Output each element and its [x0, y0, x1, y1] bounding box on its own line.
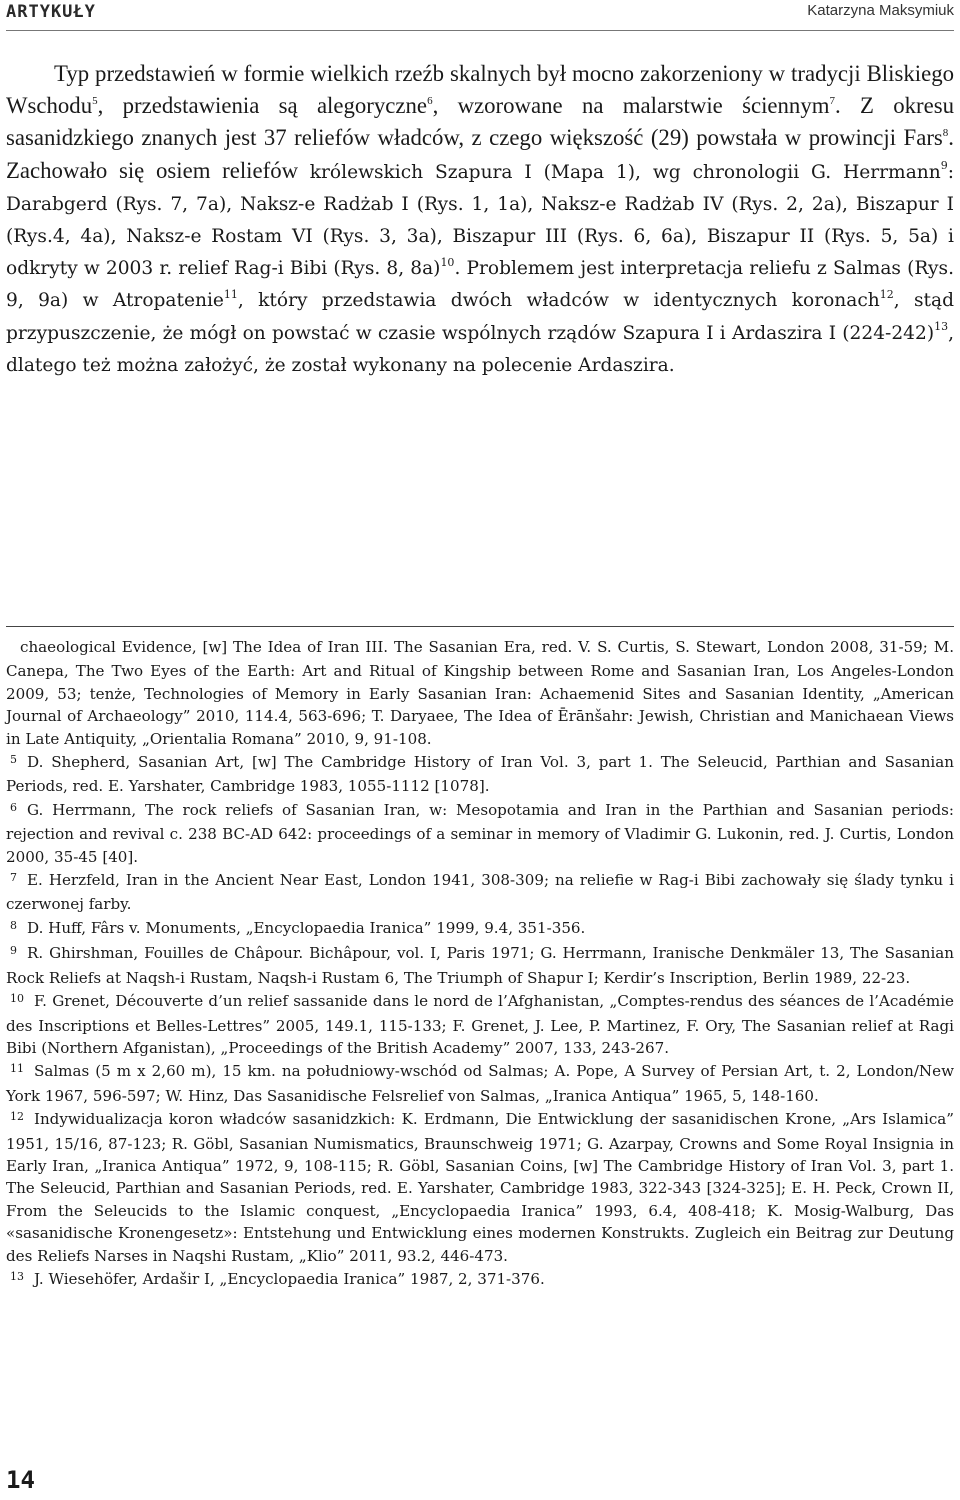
footnote	[6, 1268, 954, 1292]
footnote-ref: 5	[92, 94, 98, 107]
footnote-text: chaeological Evidence, [w] The Idea of Iran III. The Sasanian Era, red. V. S. Curtis, S. Stewart, London 2008, 31-59; M. Canepa, The Two Eyes of the Earth: Art and Ritual of Kingship between Rome and Sasanian Iran, Los Angeles-London 2009, 53; tenże, Technologies of Memory in Early Sasanian Iran: Achaemenid Sites and Sasanian Identity, „American Journal of Archaeology” 2010, 114.4, 563-696; T. Daryaee, The Idea of Ērānšahr: Jewish, Christian and Manichaean Views in Late Antiquity, „Orientalia Romana” 2010, 9, 91-108.	[6, 638, 954, 748]
footnote	[6, 751, 954, 798]
footnote-ref: 9	[940, 159, 948, 173]
text-run: . Zachowało się osiem reliefów	[6, 125, 954, 183]
text-run: , stąd przypuszczenie, że mógł on powstać w czasie wspólnych rządów Szapura I i Ardaszira I (224-242)	[6, 290, 954, 344]
footnote	[6, 869, 954, 916]
footnote-rule	[6, 626, 954, 627]
footnote-text: Indywidualizacja koron władców sasanidzkich: K. Erdmann, Die Entwicklung der sasanidischen Krone, „Ars Islamica” 1951, 15/16, 87-123; R. Göbl, Sasanian Numismatics, Braunschweig 1971; G. Azarpay, Crowns and Some Royal Insignia in Early Iran, „Iranica Antiqua” 1972, 9, 108-115; R. Göbl, Sasanian Coins, [w] The Cambridge History of Iran Vol. 3, part 1. The Seleucid, Parthian and Sasanian Periods, red. E. Yarshater, Cambridge 1983, 322-343 [324-325]; E. H. Peck, Crown II, From the Seleucids to the Islamic conquest, „Encyclopaedia Iranica” 1993, 6.4, 408-418; K. Mosig-Walburg, Das «sasanidische Kronengesetz»: Entstehung und Entwicklung eines modernen Konstrukts. Zugleich ein Beitrag zur Deutung des Reliefs Narses in Naqshi Rustam, „Klio” 2011, 93.2, 446-473.	[6, 1110, 954, 1265]
body-text-segment	[6, 159, 954, 376]
footnote-number: 9	[10, 944, 17, 958]
footnote-text: E. Herzfeld, Iran in the Ancient Near East, London 1941, 308-309; na reliefie w Rag-i Bibi zachowały się ślady tynku i czerwonej farby.	[6, 871, 954, 914]
page-number: 14	[6, 1466, 35, 1494]
text-run: : Darabgerd (Rys. 7, 7a), Naksz-e Radżab I (Rys. 1, 1a), Naksz-e Radżab IV (Rys. 2, 2a), Biszapur I (Rys.4, 4a), Naksz-e Rostam VI (Rys. 3, 3a), Biszapur III (Rys. 6, 6a), Biszapur II (Rys. 5, 5a) i odkryty w 2003 r. relief Rag-i Bibi (Rys. 8, 8a)	[6, 161, 954, 280]
text-run: . Z okresu sasanidzkiego znanych jest 37 reliefów władców, z czego większość (29) powstała w prowincji Fars	[6, 93, 954, 151]
running-head-author: Katarzyna Maksymiuk	[807, 2, 954, 19]
footnote-number: 7	[10, 871, 17, 885]
text-run: , dlatego też można założyć, że został wykonany na polecenie Ardaszira.	[6, 322, 954, 376]
footnote-text: D. Shepherd, Sasanian Art, [w] The Cambridge History of Iran Vol. 3, part 1. The Seleucid, Parthian and Sasanian Periods, red. E. Yarshater, Cambridge 1983, 1055-1112 [1078].	[6, 753, 954, 796]
footnote	[6, 799, 954, 868]
footnote-number: 12	[10, 1110, 24, 1124]
text-run: , który przedstawia dwóch władców w identycznych koronach	[237, 290, 880, 312]
footnote-ref: 11	[223, 288, 238, 302]
body-paragraph	[6, 58, 954, 381]
footnote-number: 6	[10, 800, 17, 814]
section-label: ARTYKUŁY	[6, 2, 96, 22]
footnote-ref: 8	[942, 126, 949, 139]
text-run: , przedstawienia są alegoryczne	[97, 93, 428, 119]
footnote-number: 13	[10, 1269, 24, 1283]
footnote-text: R. Ghirshman, Fouilles de Châpour. Bichâpour, vol. I, Paris 1971; G. Herrmann, Iranische Denkmäler 13, The Sasanian Rock Reliefs at Naqsh-i Rustam, Naqsh-i Rustam 6, The Triumph of Shapur I; Kerdir’s Inscription, Berlin 1989, 22-23.	[6, 944, 954, 987]
footnote	[6, 917, 954, 941]
footnote-ref: 10	[440, 256, 455, 270]
footnote-ref: 7	[829, 94, 835, 107]
header-rule	[6, 30, 954, 31]
footnotes	[6, 636, 954, 1293]
footnote-text: J. Wiesehöfer, Ardašir I, „Encyclopaedia Iranica” 1987, 2, 371-376.	[34, 1269, 545, 1288]
text-run: królewskich Szapura I (Mapa 1), wg chronologii G. Herrmann	[309, 161, 941, 183]
footnote-text: G. Herrmann, The rock reliefs of Sasanian Iran, w: Mesopotamia and Iran in the Parthian and Sasanian periods: rejection and revival c. 238 BC-AD 642: proceedings of a seminar in memory of Vladimir G. Lukonin, red. J. Curtis, London 2000, 35-45 [40].	[6, 800, 954, 866]
footnote-text: F. Grenet, Découverte d’un relief sassanide dans le nord de l’Afghanistan, „Comptes-rendus des séances de l’Académie des Inscriptions et Belles-Lettres” 2005, 149.1, 115-133; F. Grenet, J. Lee, P. Martinez, F. Ory, The Sasanian relief at Ragi Bibi (Northern Afganistan), „Proceedings of the British Academy” 2007, 133, 243-267.	[6, 992, 954, 1057]
footnote	[6, 1060, 954, 1107]
footnote-number: 11	[10, 1062, 24, 1076]
text-run: , wzorowane na malarstwie ściennym	[432, 93, 830, 119]
footnote-ref: 13	[934, 320, 949, 334]
footnote-number: 10	[10, 992, 24, 1006]
footnote-number: 5	[10, 753, 17, 767]
text-run: Typ przedstawień w formie wielkich rzeźb skalnych był mocno zakorzeniony w tradycji Bliskiego Wschodu	[6, 61, 954, 119]
footnote-ref: 6	[427, 94, 433, 107]
footnote-number: 8	[10, 918, 17, 932]
page-header	[0, 0, 960, 36]
footnote	[6, 636, 954, 750]
footnote	[6, 990, 954, 1059]
footnote-text: D. Huff, Fârs v. Monuments, „Encyclopaedia Iranica” 1999, 9.4, 351-356.	[27, 918, 586, 937]
footnote-text: Salmas (5 m x 2,60 m), 15 km. na południowy-wschód od Salmas; A. Pope, A Survey of Persian Art, t. 2, London/New York 1967, 596-597; W. Hinz, Das Sasanidische Felsrelief von Salmas, „Iranica Antiqua” 1965, 5, 148-160.	[6, 1062, 954, 1105]
footnote	[6, 942, 954, 989]
footnote-ref: 12	[879, 288, 894, 302]
text-run: . Problemem jest interpretacja reliefu z Salmas (Rys. 9, 9a) w Atropatenie	[6, 258, 954, 312]
footnote	[6, 1108, 954, 1267]
